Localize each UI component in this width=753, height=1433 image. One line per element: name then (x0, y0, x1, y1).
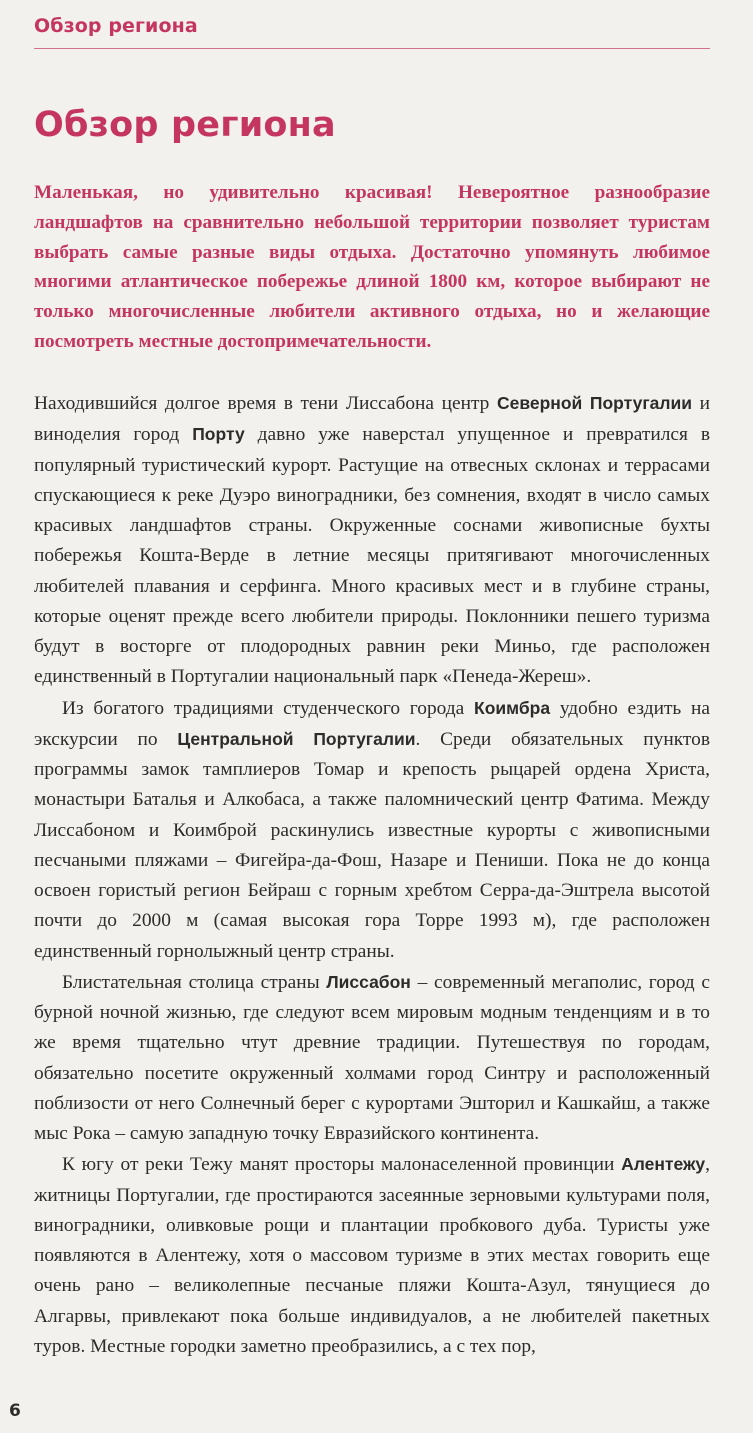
paragraph-text: – современный мегаполис, город с бурной ночной жизнью, где следуют всем мировым модным тенденциям и в то же время тщательно чтут древние традиции. Путешествуя по городам, обязательно посетите окруженный холмами город Синтру и расположенный поблизости от него Солнечный берег с курортами Эшторил и Кашкайш, а также мыс Рока – самую западную точку Евразийского континента. (34, 971, 710, 1144)
paragraph-text: . Среди обязательных пунктов программы замок тамплиеров Томар и крепость рыцарей ордена Христа, монастыри Баталья и Алкобаса, а также паломнический центр Фатима. Между Лиссабоном и Коимброй раскинулись известные курорты с живописными песчаными пляжами – Фигейра-да-Фош, Назаре и Пениши. Пока не до конца освоен гористый регион Бейраш с горным хребтом Серра-да-Эштрела высотой почти до 2000 м (самая высокая гора Торре 1993 м), где расположен единственный горнолыжный центр страны. (34, 728, 710, 962)
header-rule (34, 48, 710, 49)
paragraph-alentejo (34, 1149, 710, 1362)
paragraph-text: давно уже наверстал упущенное и превратился в популярный туристический курорт. Растущие на отвесных склонах и террасами спускающиеся к реке Дуэро виноградники, без сомнения, входят в число самых красивых ландшафтов страны. Окруженные соснами живописные бухты побережья Кошта-Верде в летние месяцы притягивают многочисленных любителей плавания и серфинга. Много красивых мест и в глубине страны, которые оценят прежде всего любители природы. Поклонники пешего туризма будут в восторге от плодородных равнин реки Миньо, где расположен единственный в Португалии национальный парк «Пенеда-Жереш». (34, 424, 710, 688)
place-name: Коимбра (474, 697, 551, 718)
place-name: Северной Португалии (496, 393, 693, 413)
paragraph-north-portugal (34, 388, 710, 693)
paragraph-text: удобно ездить на экскурсии по (34, 697, 710, 750)
paragraph-text: Из богатого традициями студенческого города (62, 697, 475, 719)
paragraph-text: и виноделия город (34, 393, 710, 446)
body-text (34, 388, 710, 1362)
page-number: 6 (9, 1401, 21, 1421)
paragraph-text: , житницы Португалии, где простираются засеянные зерновыми культурами поля, виноградники, оливковые рощи и плантации пробкового дуба. Туристы уже появляются в Алентежу, хотя о массовом туризме в этих местах говорить еще очень рано – великолепные песчаные пляжи Кошта-Азул, тянущиеся до Алгарвы, привлекают пока больше индивидуалов, а не любителей пакетных туров. Местные городки заметно преобразились, а с тех пор, (34, 1154, 710, 1357)
page-title: Обзор региона (34, 105, 336, 145)
paragraph-text: Блистательная столица страны (62, 971, 327, 993)
lead-paragraph: Маленькая, но удивительно красивая! Невероятное разнообразие ландшафтов на сравнительно небольшой территории позволяет туристам выбрать самые разные виды отдыха. Достаточно упомянуть любимое многими атлантическое побережье длиной 1800 км, которое выбирают не только многочисленные любители активного отдыха, но и желающие посмотреть местные достопримечательности. (34, 182, 710, 352)
running-head: Обзор региона (34, 15, 198, 37)
paragraph-text: Находившийся долгое время в тени Лиссабона центр (34, 393, 497, 414)
place-name: Порту (192, 424, 245, 445)
paragraph-lisbon (34, 967, 710, 1150)
place-name: Алентежу (621, 1154, 706, 1175)
paragraph-text: К югу от реки Тежу манят просторы малонаселенной провинции (62, 1154, 622, 1176)
place-name: Центральной Португалии (177, 728, 416, 749)
place-name: Лиссабон (326, 971, 411, 992)
paragraph-central-portugal (34, 693, 710, 967)
